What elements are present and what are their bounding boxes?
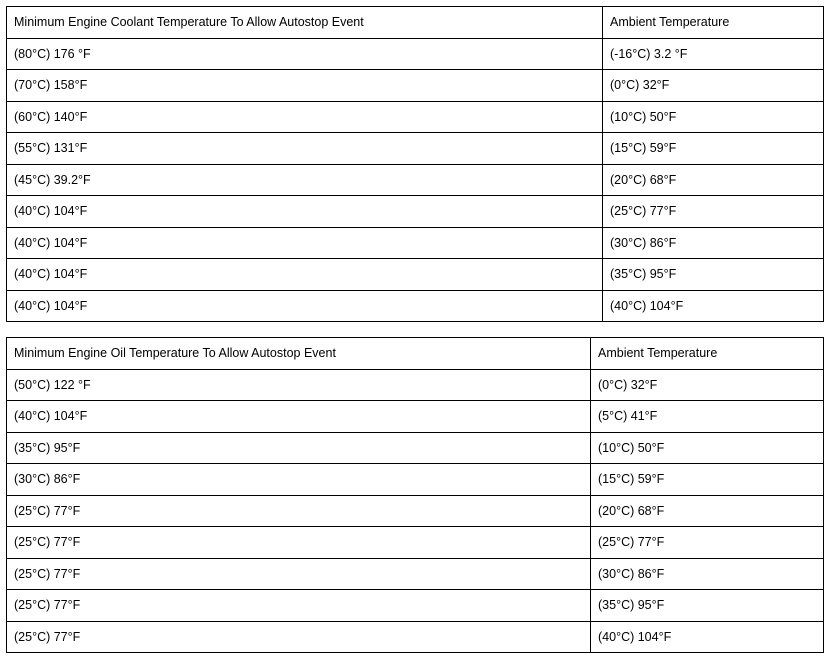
oil-temperature-table <box>6 337 824 653</box>
table-cell: (45°C) 39.2°F <box>7 164 603 196</box>
table-cell: (0°C) 32°F <box>591 369 824 401</box>
table-cell: (60°C) 140°F <box>7 101 603 133</box>
table-cell: (15°C) 59°F <box>603 133 824 165</box>
table-row <box>7 38 824 70</box>
table-cell: (25°C) 77°F <box>7 527 591 559</box>
table-cell: (30°C) 86°F <box>603 227 824 259</box>
table-row <box>7 401 824 433</box>
table-header-row <box>7 7 824 39</box>
table-cell: (30°C) 86°F <box>7 464 591 496</box>
table-cell: (25°C) 77°F <box>603 196 824 228</box>
table-row <box>7 164 824 196</box>
table-row <box>7 495 824 527</box>
table-cell: (80°C) 176 °F <box>7 38 603 70</box>
header-cell: Ambient Temperature <box>591 338 824 370</box>
table-cell: (35°C) 95°F <box>7 432 591 464</box>
table-cell: (35°C) 95°F <box>591 590 824 622</box>
table-row <box>7 101 824 133</box>
table-cell: (70°C) 158°F <box>7 70 603 102</box>
table-cell: (25°C) 77°F <box>591 527 824 559</box>
table-row <box>7 527 824 559</box>
table-cell: (40°C) 104°F <box>591 621 824 653</box>
table-cell: (0°C) 32°F <box>603 70 824 102</box>
table-cell: (15°C) 59°F <box>591 464 824 496</box>
table-row <box>7 133 824 165</box>
table-header-row <box>7 338 824 370</box>
table-row <box>7 196 824 228</box>
table-row <box>7 558 824 590</box>
table-cell: (40°C) 104°F <box>7 401 591 433</box>
table-cell: (5°C) 41°F <box>591 401 824 433</box>
table-cell: (10°C) 50°F <box>603 101 824 133</box>
header-cell: Minimum Engine Oil Temperature To Allow Autostop Event <box>7 338 591 370</box>
table-cell: (50°C) 122 °F <box>7 369 591 401</box>
table-cell: (35°C) 95°F <box>603 259 824 291</box>
table-row <box>7 590 824 622</box>
table-cell: (20°C) 68°F <box>603 164 824 196</box>
table-cell: (30°C) 86°F <box>591 558 824 590</box>
table-cell: (25°C) 77°F <box>7 558 591 590</box>
table-row <box>7 432 824 464</box>
table-row <box>7 369 824 401</box>
table-cell: (40°C) 104°F <box>7 227 603 259</box>
table-row <box>7 259 824 291</box>
table-cell: (40°C) 104°F <box>7 259 603 291</box>
table-cell: (25°C) 77°F <box>7 495 591 527</box>
table-cell: (40°C) 104°F <box>603 290 824 322</box>
header-cell: Ambient Temperature <box>603 7 824 39</box>
table-row <box>7 621 824 653</box>
table-row <box>7 227 824 259</box>
table-row <box>7 290 824 322</box>
table-cell: (40°C) 104°F <box>7 196 603 228</box>
table-cell: (10°C) 50°F <box>591 432 824 464</box>
table-cell: (-16°C) 3.2 °F <box>603 38 824 70</box>
table-cell: (55°C) 131°F <box>7 133 603 165</box>
table-cell: (40°C) 104°F <box>7 290 603 322</box>
table-row <box>7 70 824 102</box>
table-cell: (25°C) 77°F <box>7 621 591 653</box>
table-cell: (20°C) 68°F <box>591 495 824 527</box>
table-row <box>7 464 824 496</box>
header-cell: Minimum Engine Coolant Temperature To Allow Autostop Event <box>7 7 603 39</box>
coolant-temperature-table <box>6 6 824 322</box>
table-cell: (25°C) 77°F <box>7 590 591 622</box>
